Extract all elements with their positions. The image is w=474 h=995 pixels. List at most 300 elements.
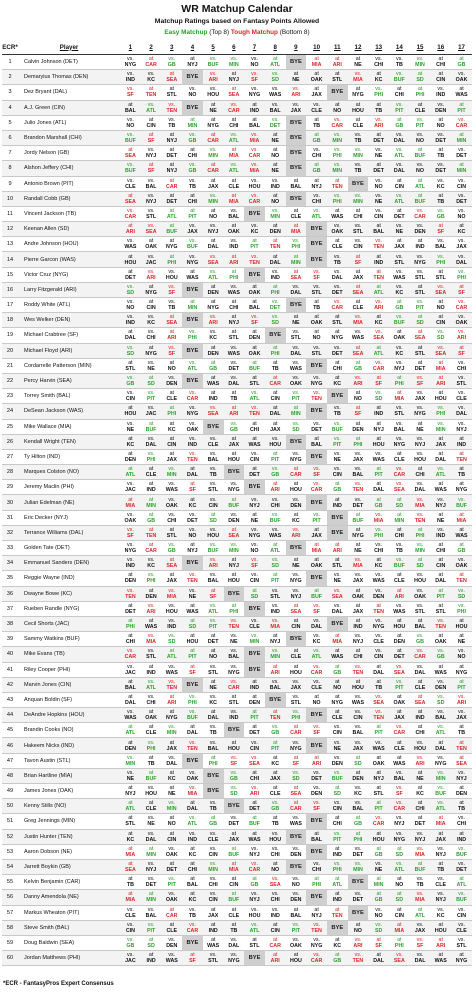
matchup-cell (389, 677, 410, 692)
matchup-cell (244, 677, 265, 692)
matchup-cell (451, 708, 472, 723)
matchup-cell (244, 890, 265, 905)
matchup-cell (389, 890, 410, 905)
matchup-location: vs. (189, 86, 196, 93)
matchup-location: vs. (189, 906, 196, 913)
matchup-opponent: KC (271, 760, 280, 767)
matchup-opponent: BAL (352, 806, 364, 813)
matchup-opponent: NE (333, 578, 341, 585)
matchup-opponent: ATL (146, 107, 157, 114)
matchup-location: at (438, 861, 443, 868)
matchup-cell (120, 237, 141, 252)
matchup-opponent: KC (374, 320, 383, 327)
matchup-location: at (417, 800, 423, 807)
matchup-cell (410, 191, 431, 206)
matchup-cell (451, 237, 472, 252)
matchup-opponent: WAS (393, 608, 406, 615)
matchup-cell (203, 799, 224, 814)
matchup-opponent: NO (436, 305, 445, 312)
matchup-cell (161, 859, 182, 874)
matchup-cell (430, 343, 451, 358)
matchup-opponent: NYG (414, 259, 426, 266)
matchup-location: vs. (209, 314, 217, 321)
matchup-cell (368, 692, 389, 707)
matchup-location: vs. (292, 450, 300, 457)
matchup-opponent: NE (230, 639, 238, 646)
matchup-opponent: CLE (394, 745, 405, 752)
matchup-opponent: PHI (374, 92, 384, 99)
matchup-location: vs. (168, 876, 176, 883)
matchup-cell (141, 237, 162, 252)
matchup-location: vs. (395, 162, 403, 169)
matchup-location: at (128, 830, 133, 837)
matchup-cell (203, 875, 224, 890)
matchup-opponent: ARI (332, 62, 342, 69)
matchup-opponent: CLE (249, 624, 260, 631)
matchup-opponent: NYG (352, 92, 364, 99)
matchup-cell (410, 252, 431, 267)
matchup-opponent: CAR (414, 654, 426, 661)
matchup-location: vs. (354, 739, 362, 746)
matchup-location: at (376, 557, 381, 564)
matchup-location: vs. (458, 557, 465, 564)
matchup-cell (224, 480, 245, 495)
matchup-location: at (376, 268, 381, 275)
matchup-location: vs. (230, 162, 238, 169)
matchup-cell (203, 70, 224, 85)
matchup-location: vs. (189, 587, 196, 594)
matchup-location: at (293, 724, 299, 731)
matchup-location: at (210, 132, 216, 139)
matchup-location: vs. (313, 147, 320, 154)
matchup-opponent: SEA (290, 274, 302, 281)
matchup-opponent: BUF (393, 563, 405, 570)
matchup-cell (410, 298, 431, 313)
matchup-cell (410, 859, 431, 874)
matchup-opponent: TB (354, 138, 362, 145)
matchup-opponent: SEA (249, 760, 260, 767)
matchup-cell (368, 449, 389, 464)
matchup-location: at (148, 481, 154, 488)
matchup-location: vs. (458, 207, 465, 214)
matchup-location: at (335, 238, 340, 245)
matchup-location: vs. (251, 56, 258, 63)
player-cell: Markus Wheaton (PIT) (18, 905, 120, 920)
matchup-opponent: SD (395, 851, 404, 858)
matchup-cell (348, 692, 369, 707)
matchup-cell (451, 343, 472, 358)
matchup-opponent: MIN (394, 517, 405, 524)
matchup-opponent: SF (189, 487, 196, 494)
bye-cell: BYE (286, 859, 307, 874)
matchup-opponent: MIA (125, 851, 136, 858)
matchup-cell (161, 85, 182, 100)
matchup-location: vs. (313, 800, 320, 807)
matchup-opponent: NYJ (414, 441, 426, 448)
matchup-location: vs. (375, 359, 383, 366)
matchup-location: vs. (437, 891, 445, 898)
matchup-opponent: NYG (393, 836, 406, 843)
matchup-opponent: MIN (291, 259, 301, 266)
matchup-opponent: SEA (124, 198, 136, 205)
matchup-location: at (252, 375, 257, 382)
matchup-location: vs. (292, 238, 300, 245)
matchup-cell (182, 191, 203, 206)
matchup-location: vs. (395, 344, 403, 351)
matchup-opponent: BAL (373, 229, 385, 236)
matchup-cell (141, 920, 162, 935)
matchup-cell (141, 313, 162, 328)
matchup-opponent: ARI (415, 760, 425, 767)
matchup-cell (410, 586, 431, 601)
matchup-cell (410, 875, 431, 890)
matchup-location: at (335, 678, 340, 685)
matchup-opponent: ARI (456, 335, 467, 342)
matchup-opponent: DET (331, 289, 343, 296)
matchup-cell (286, 389, 307, 404)
matchup-cell (430, 237, 451, 252)
matchup-opponent: PIT (395, 107, 404, 114)
matchup-location: vs. (168, 602, 176, 609)
matchup-location: vs. (458, 906, 465, 913)
matchup-location: vs. (437, 769, 445, 776)
matchup-cell (182, 130, 203, 145)
matchup-location: at (190, 845, 195, 852)
matchup-location: vs. (230, 952, 238, 959)
matchup-opponent: ATL (415, 183, 425, 190)
matchup-location: at (314, 177, 319, 184)
matchup-cell (120, 115, 141, 130)
matchup-cell (410, 951, 431, 966)
matchup-opponent: NYJ (352, 639, 364, 646)
matchup-opponent: JAX (414, 396, 426, 403)
matchup-location: at (335, 633, 340, 640)
matchup-cell (389, 586, 410, 601)
table-body (2, 55, 472, 966)
matchup-opponent: JAC (125, 487, 136, 494)
matchup-cell (120, 677, 141, 692)
matchup-cell (244, 814, 265, 829)
matchup-location: vs. (395, 785, 403, 792)
matchup-location: vs. (375, 207, 383, 214)
matchup-cell (286, 616, 307, 631)
matchup-cell (368, 890, 389, 905)
matchup-cell (161, 738, 182, 753)
matchup-opponent: WAS (124, 715, 137, 722)
matchup-location: at (190, 268, 195, 275)
matchup-opponent: GB (167, 548, 176, 555)
matchup-location: at (273, 405, 278, 412)
matchup-opponent: BAL (352, 730, 364, 737)
matchup-cell (368, 100, 389, 115)
matchup-opponent: NYJ (166, 138, 177, 145)
matchup-opponent: GB (126, 942, 135, 949)
matchup-location: vs. (395, 359, 403, 366)
matchup-location: at (293, 405, 299, 412)
matchup-location: at (148, 344, 154, 351)
matchup-cell (161, 389, 182, 404)
matchup-opponent: HOU (227, 578, 240, 585)
matchup-location: at (438, 557, 443, 564)
table-row (2, 586, 472, 601)
table-row (2, 465, 472, 480)
matchup-location: vs. (313, 268, 320, 275)
matchup-opponent: DAL (269, 259, 281, 266)
matchup-cell (161, 343, 182, 358)
matchup-opponent: NYG (455, 669, 468, 676)
matchup-cell (224, 237, 245, 252)
matchup-opponent: IND (415, 715, 425, 722)
matchup-opponent: JAX (394, 715, 405, 722)
matchup-location: vs. (458, 936, 465, 943)
matchup-location: at (169, 435, 174, 442)
matchup-cell (368, 55, 389, 70)
matchup-opponent: BAL (269, 684, 281, 691)
matchup-cell (410, 662, 431, 677)
bye-cell: BYE (244, 206, 265, 221)
matchup-cell (203, 844, 224, 859)
table-row (2, 723, 472, 738)
matchup-location: vs. (458, 693, 465, 700)
matchup-location: vs. (437, 238, 445, 245)
matchup-opponent: CLE (352, 305, 364, 312)
matchup-opponent: TEN (187, 745, 198, 752)
matchup-location: at (273, 921, 278, 928)
matchup-location: vs. (437, 496, 445, 503)
matchup-opponent: TB (188, 912, 196, 919)
matchup-opponent: WAS (165, 669, 178, 676)
matchup-cell (141, 419, 162, 434)
matchup-location: at (438, 450, 443, 457)
matchup-opponent: NYJ (145, 198, 157, 205)
matchup-opponent: TEN (187, 456, 198, 463)
player-cell: Mike Wallace (MIA) (18, 419, 120, 434)
matchup-cell (389, 252, 410, 267)
matchup-location: at (252, 238, 257, 245)
matchup-opponent: BAL (249, 305, 260, 312)
matchup-opponent: SF (127, 532, 134, 539)
matchup-cell (286, 844, 307, 859)
matchup-cell (141, 571, 162, 586)
matchup-cell (203, 358, 224, 373)
matchup-cell (286, 784, 307, 799)
matchup-cell (161, 176, 182, 191)
matchup-cell (224, 677, 245, 692)
matchup-cell (389, 237, 410, 252)
matchup-cell (203, 328, 224, 343)
player-cell: A.J. Green (CIN) (18, 100, 120, 115)
matchup-location: at (231, 192, 237, 199)
matchup-location: at (314, 557, 319, 564)
matchup-location: vs. (313, 785, 320, 792)
matchup-opponent: MIA (394, 927, 405, 934)
player-cell: Dez Bryant (DAL) (18, 85, 120, 100)
matchup-location: at (397, 238, 402, 245)
matchup-opponent: DAL (456, 411, 467, 418)
matchup-cell (182, 358, 203, 373)
matchup-cell (141, 100, 162, 115)
matchup-opponent: MIN (146, 502, 156, 509)
matchup-location: vs. (271, 299, 279, 306)
matchup-cell (182, 814, 203, 829)
matchup-location: vs. (416, 663, 424, 670)
matchup-cell (389, 434, 410, 449)
matchup-cell (389, 814, 410, 829)
matchup-opponent: NE (271, 138, 279, 145)
matchup-opponent: IND (456, 836, 467, 843)
matchup-cell (265, 875, 286, 890)
matchup-cell (451, 298, 472, 313)
matchup-location: at (459, 162, 464, 169)
matchup-opponent: GB (126, 381, 135, 388)
matchup-cell (430, 510, 451, 525)
matchup-location: vs. (230, 359, 238, 366)
matchup-opponent: CAR (455, 305, 468, 312)
matchup-opponent: CIN (374, 654, 384, 661)
matchup-location: at (459, 830, 464, 837)
matchup-opponent: PIT (291, 396, 301, 403)
matchup-location: at (210, 587, 216, 594)
ecr-cell: 14 (2, 252, 18, 267)
matchup-cell (265, 647, 286, 662)
matchup-location: vs. (292, 876, 300, 883)
matchup-location: vs. (395, 56, 403, 63)
matchup-cell (244, 328, 265, 343)
matchup-opponent: SEA (207, 259, 219, 266)
matchup-cell (430, 282, 451, 297)
matchup-cell (161, 373, 182, 388)
matchup-opponent: GB (271, 472, 280, 479)
matchup-opponent: DEN (269, 229, 281, 236)
matchup-location: vs. (209, 739, 217, 746)
matchup-opponent: CIN (208, 851, 218, 858)
matchup-opponent: MIA (146, 639, 156, 646)
matchup-location: at (210, 116, 216, 123)
matchup-cell (327, 465, 348, 480)
matchup-cell (410, 130, 431, 145)
matchup-opponent: ATL (146, 684, 157, 691)
matchup-cell (368, 935, 389, 950)
matchup-opponent: ARI (332, 548, 342, 555)
matchup-opponent: SD (354, 760, 362, 767)
matchup-opponent: DAL (373, 669, 385, 676)
matchup-opponent: IND (249, 684, 260, 691)
matchup-location: at (231, 557, 237, 564)
matchup-location: vs. (189, 739, 196, 746)
matchup-location: at (417, 283, 423, 290)
matchup-location: at (273, 739, 278, 746)
matchup-location: at (169, 693, 174, 700)
matchup-location: vs. (189, 450, 196, 457)
matchup-cell (244, 935, 265, 950)
matchup-cell (410, 389, 431, 404)
matchup-opponent: CIN (270, 927, 280, 934)
matchup-location: at (273, 253, 278, 260)
matchup-cell (161, 282, 182, 297)
matchup-opponent: JAC (145, 259, 157, 266)
matchup-opponent: NE (126, 426, 135, 433)
matchup-opponent: PIT (374, 472, 383, 479)
matchup-location: vs. (127, 526, 134, 533)
matchup-opponent: NE (292, 563, 300, 570)
matchup-opponent: PHI (394, 381, 404, 388)
matchup-location: vs. (147, 223, 155, 230)
matchup-opponent: CHI (125, 639, 135, 646)
matchup-opponent: DET (166, 867, 178, 874)
matchup-cell (224, 571, 245, 586)
matchup-opponent: ARI (270, 487, 280, 494)
matchup-location: at (355, 754, 361, 761)
matchup-cell (286, 449, 307, 464)
matchup-cell (244, 616, 265, 631)
matchup-opponent: CIN (332, 472, 342, 479)
matchup-location: vs. (416, 405, 424, 412)
matchup-cell (348, 738, 369, 753)
matchup-cell (368, 222, 389, 237)
matchup-opponent: JAX (290, 107, 302, 114)
matchup-location: at (148, 936, 154, 943)
matchup-opponent: NO (374, 912, 383, 919)
matchup-location: at (459, 101, 464, 108)
matchup-opponent: DET (249, 806, 260, 813)
matchup-location: vs. (416, 511, 424, 518)
matchup-location: vs. (271, 906, 279, 913)
matchup-cell (430, 601, 451, 616)
matchup-opponent: SEA (373, 699, 385, 706)
matchup-cell (451, 70, 472, 85)
matchup-opponent: DET (352, 851, 364, 858)
matchup-opponent: IND (208, 927, 218, 934)
matchup-opponent: CHI (167, 517, 177, 524)
matchup-location: vs. (271, 526, 279, 533)
ecr-cell: 38 (2, 616, 18, 631)
bye-cell: BYE (182, 373, 203, 388)
matchup-location: vs. (189, 769, 196, 776)
matchup-cell (410, 55, 431, 70)
matchup-opponent: SF (354, 259, 362, 266)
matchup-opponent: SF (209, 593, 217, 600)
matchup-cell (451, 328, 472, 343)
matchup-location: vs. (127, 162, 134, 169)
matchup-opponent: GB (312, 138, 321, 145)
matchup-location: at (273, 375, 278, 382)
matchup-cell (348, 328, 369, 343)
matchup-opponent: NE (126, 775, 135, 782)
matchup-location: vs. (189, 405, 196, 412)
matchup-opponent: HOU (186, 639, 199, 646)
matchup-opponent: CAR (372, 821, 385, 828)
matchup-location: at (417, 314, 423, 321)
matchup-opponent: CAR (290, 806, 302, 813)
matchup-cell (389, 616, 410, 631)
matchup-location: at (169, 238, 174, 245)
matchup-cell (141, 905, 162, 920)
matchup-cell (410, 829, 431, 844)
matchup-cell (141, 480, 162, 495)
matchup-opponent: ATL (270, 548, 281, 555)
matchup-cell (368, 298, 389, 313)
matchup-opponent: STL (270, 593, 281, 600)
bye-cell: BYE (182, 935, 203, 950)
matchup-opponent: ARI (436, 381, 446, 388)
matchup-location: at (190, 602, 195, 609)
matchup-opponent: CAR (290, 730, 302, 737)
matchup-opponent: NE (374, 198, 383, 205)
matchup-location: vs. (230, 344, 238, 351)
matchup-location: at (148, 663, 154, 670)
matchup-cell (327, 738, 348, 753)
matchup-cell (368, 313, 389, 328)
